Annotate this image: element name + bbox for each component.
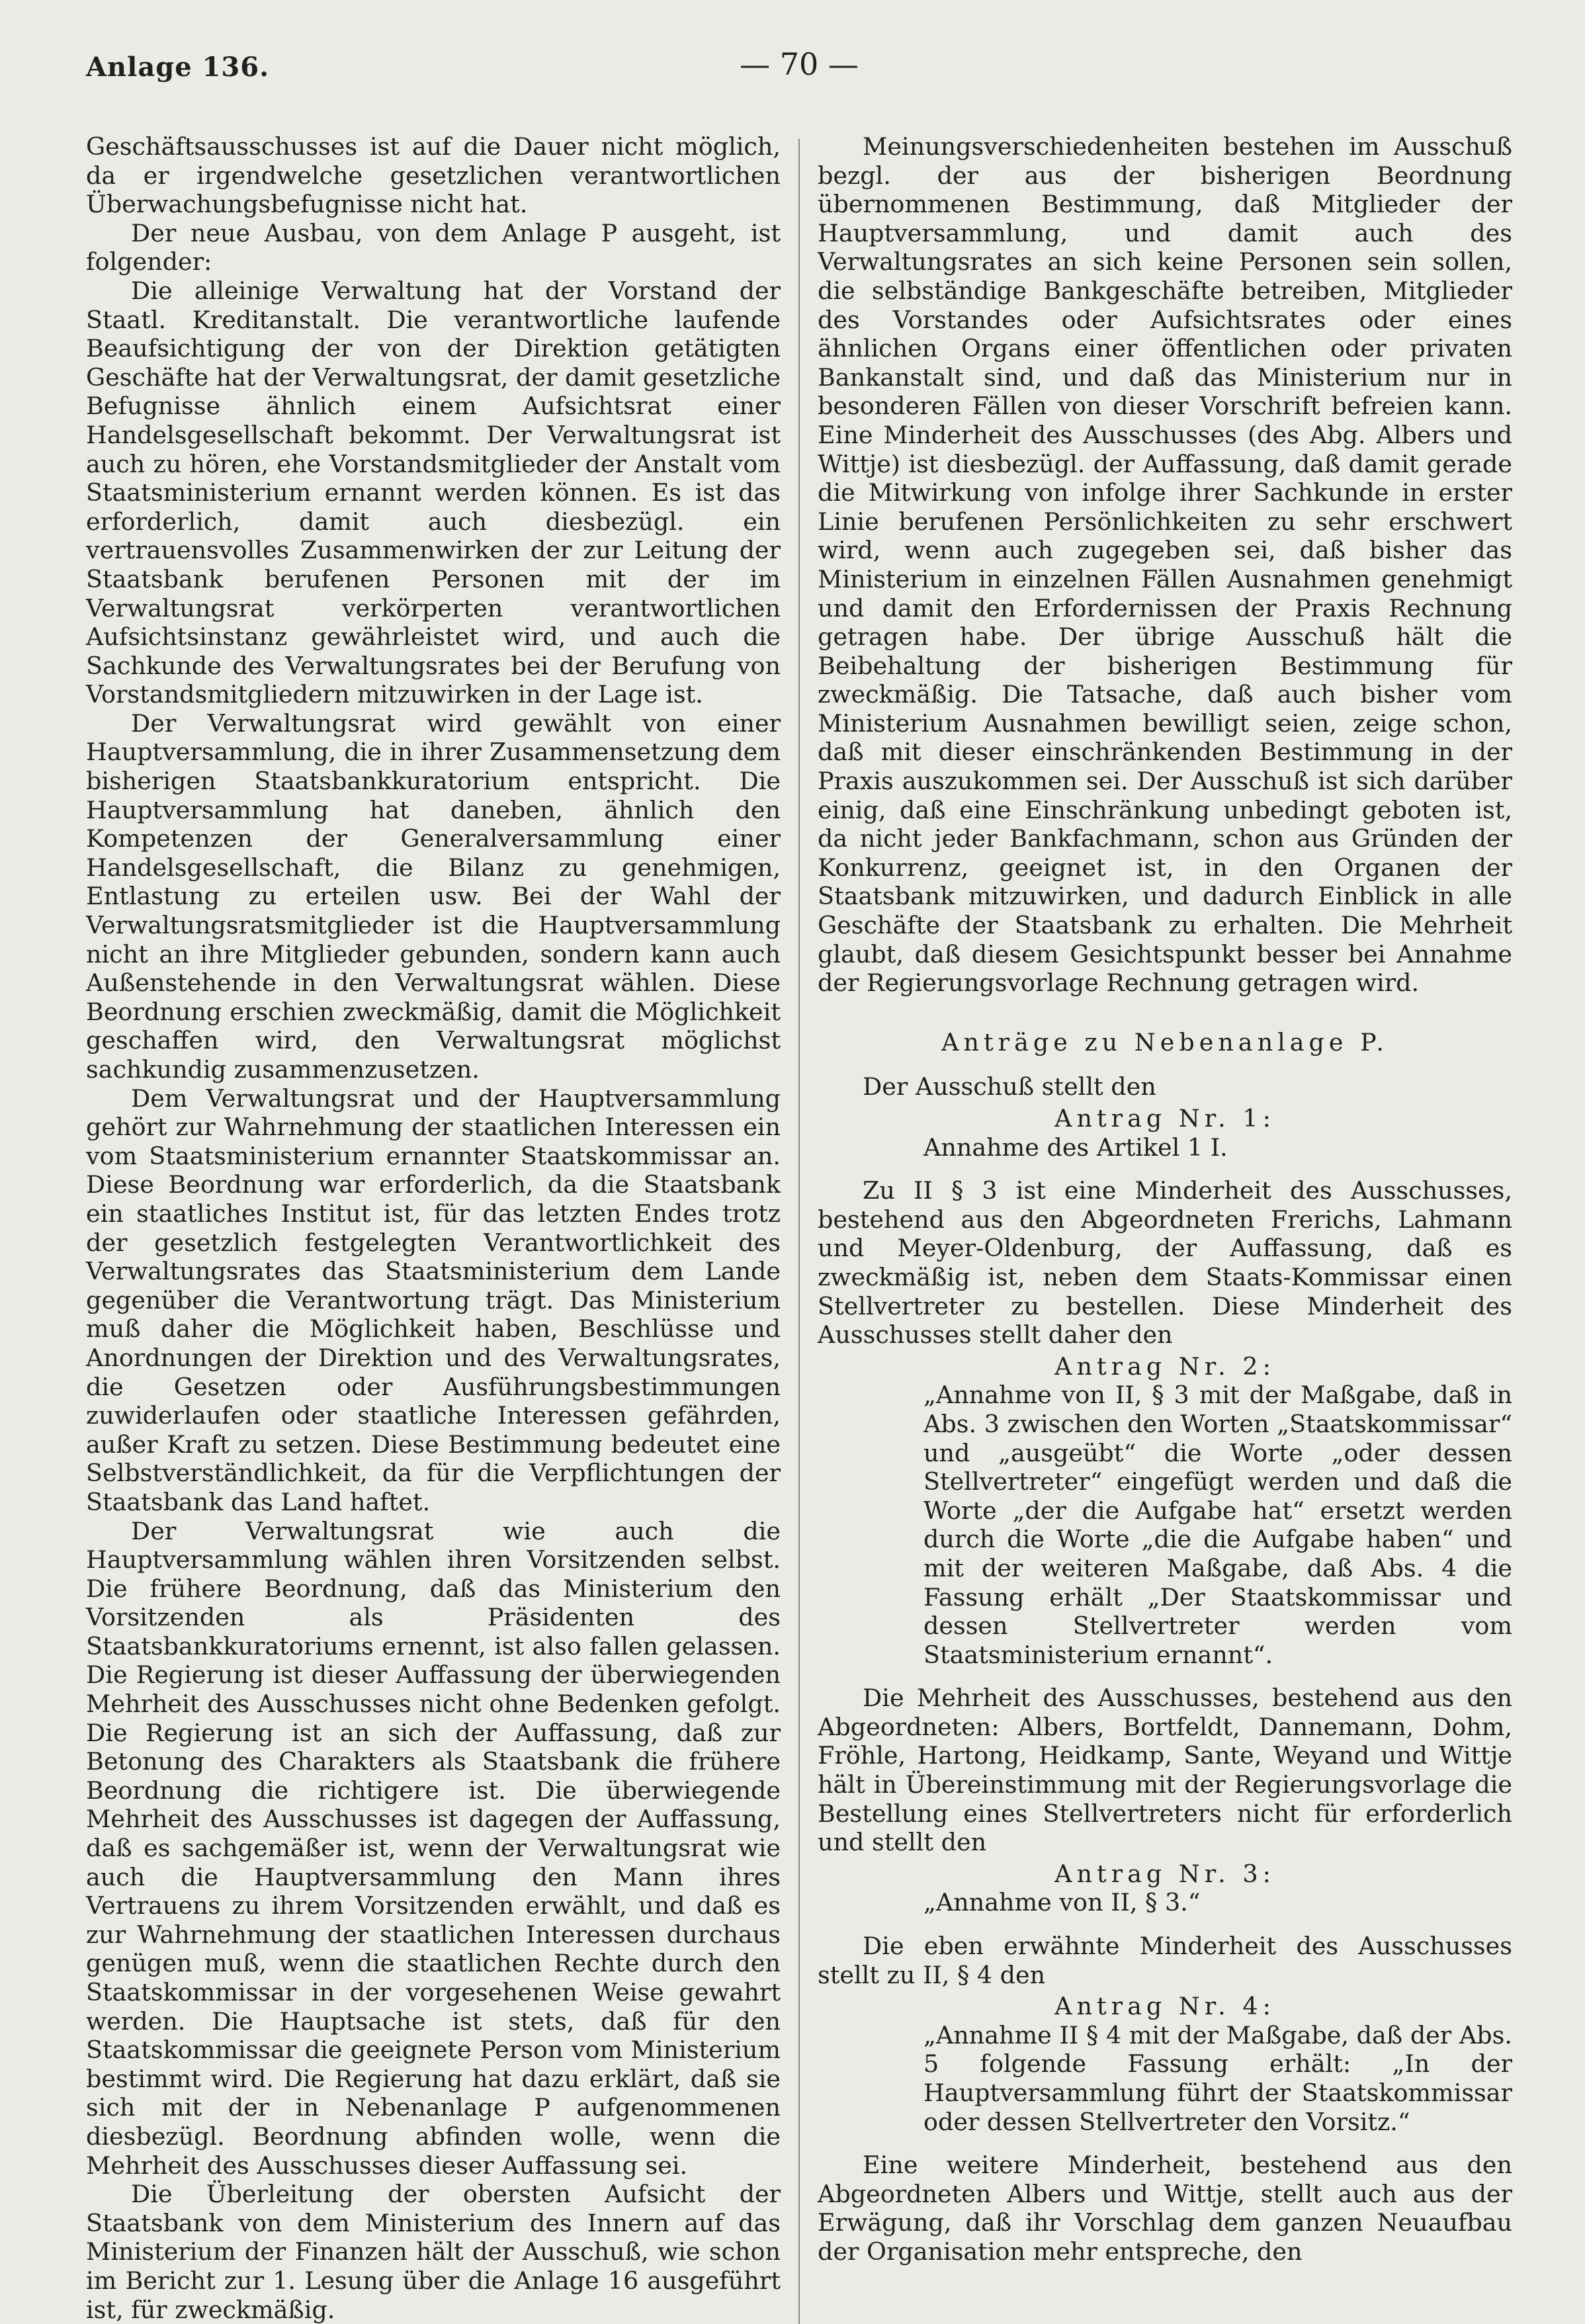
paragraph: Die Mehrheit des Ausschusses, bestehend aus den Abgeordneten: Albers, Bortfeldt, Dannemann, Dohm, Fröhle, Hartong, Heidkamp, Sante, Weyand und Wittje hält in Übereinstimmung mit der Regierungsvorlage die Bestellung eines Stellvertreters nicht für erforderlich und stellt den — [818, 1684, 1512, 1857]
paragraph: Der neue Ausbau, von dem Anlage P ausgeht, ist folgender: — [86, 218, 781, 277]
paragraph: Die alleinige Verwaltung hat der Vorstand der Staatl. Kreditanstalt. Die verantwortliche laufende Beaufsichtigung der von der Direktion getätigten Geschäfte hat der Verwaltungsrat, der damit gesetzliche Befugnisse ähnlich einem Aufsichtsrat einer Handelsgesellschaft bekommt. Der Verwaltungsrat ist auch zu hören, ehe Vorstandsmitglieder der Anstalt vom Staatsministerium ernannt werden können. Es ist das erforderlich, damit auch diesbezügl. ein vertrauensvolles Zusammenwirken der zur Leitung der Staatsbank berufenen Personen mit der im Verwaltungsrat verkörperten verantwortlichen Aufsichtsinstanz gewährleistet wird, und auch die Sachkunde des Verwaltungsrates bei der Berufung von Vorstandsmitgliedern mitzuwirken in der Lage ist. — [86, 276, 781, 709]
appendix-label: Anlage 136. — [86, 52, 269, 83]
paragraph: Eine weitere Minderheit, bestehend aus den Abgeordneten Albers und Wittje, stellt auch aus der Erwägung, daß ihr Vorschlag dem ganzen Neuaufbau der Organisation mehr entspreche, den — [818, 2151, 1512, 2266]
paragraph: Geschäftsausschusses ist auf die Dauer nicht möglich, da er irgendwelche gesetzlichen verantwortlichen Überwachungsbefugnisse nicht hat. — [86, 132, 781, 219]
antrag-text: „Annahme von II, § 3.“ — [923, 1888, 1201, 1917]
section-heading: Anträge zu Nebenanlage P. — [941, 1027, 1389, 1056]
text-columns — [86, 132, 1512, 2324]
paragraph: Zu II § 3 ist eine Minderheit des Ausschusses, bestehend aus den Abgeordneten Frerichs, Lahmann und Meyer-Oldenburg, der Auffassung, daß es zweckmäßig ist, neben dem Staats-Kommissar einen Stellvertreter zu bestellen. Diese Minderheit des Ausschusses stellt daher den — [818, 1176, 1512, 1350]
page-header — [86, 46, 1512, 106]
right-column — [818, 132, 1512, 2324]
paragraph: Der Verwaltungsrat wird gewählt von einer Hauptversammlung, die in ihrer Zusammensetzung dem bisherigen Staatsbankkuratorium entspricht. Die Hauptversammlung hat daneben, ähnlich den Kompetenzen der Generalversammlung einer Handelsgesellschaft, die Bilanz zu genehmigen, Entlastung zu erteilen usw. Bei der Wahl der Verwaltungsratsmitglieder ist die Hauptversammlung nicht an ihre Mitglieder gebunden, sondern kann auch Außenstehende in den Verwaltungsrat wählen. Diese Beordnung erschien zweckmäßig, damit die Möglichkeit geschaffen wird, den Verwaltungsrat möglichst sachkundig zusammenzusetzen. — [86, 709, 781, 1084]
page-number: — 70 — — [740, 46, 859, 82]
paragraph: Die Überleitung der obersten Aufsicht der Staatsbank von dem Ministerium des Innern auf das Ministerium der Finanzen hält der Ausschuß, wie schon im Bericht zur 1. Lesung über die Anlage 16 ausgeführt ist, für zweckmäßig. — [86, 2180, 781, 2324]
column-divider — [798, 139, 800, 2324]
paragraph: Der Ausschuß stellt den — [863, 1072, 1156, 1101]
antrag-title: Antrag Nr. 1: — [1054, 1104, 1275, 1133]
paragraph: Der Verwaltungsrat wie auch die Hauptversammlung wählen ihren Vorsitzenden selbst. Die frühere Beordnung, daß das Ministerium den Vorsitzenden als Präsidenten des Staatsbankkuratoriums ernennt, ist also fallen gelassen. Die Regierung ist dieser Auffassung der überwiegenden Mehrheit des Ausschusses nicht ohne Bedenken gefolgt. Die Regierung ist an sich der Auffassung, daß zur Betonung des Charakters als Staatsbank die frühere Beordnung die richtigere ist. Die überwiegende Mehrheit des Ausschusses ist dagegen der Auffassung, daß es sachgemäßer ist, wenn der Verwaltungsrat wie auch die Hauptversammlung den Mann ihres Vertrauens zu ihrem Vorsitzenden erwählt, und daß es zur Wahrnehmung der staatlichen Interessen durchaus genügen muß, wenn die staatlichen Rechte durch den Staatskommissar in der vorgesehenen Weise gewahrt werden. Die Hauptsache ist stets, daß für den Staatskommissar die geeignete Person vom Ministerium bestimmt wird. Die Regierung hat dazu erklärt, daß sie sich mit der in Nebenanlage P aufgenommenen diesbezügl. Beordnung abfinden wolle, wenn die Mehrheit des Ausschusses dieser Auffassung sei. — [86, 1516, 781, 2180]
antrag-text: Annahme des Artikel 1 I. — [923, 1133, 1228, 1162]
antrag-text: „Annahme von II, § 3 mit der Maßgabe, daß in Abs. 3 zwischen den Worten „Staatskommissar“ und „ausgeübt“ die Worte „oder dessen Stellvertreter“ eingefügt werden und daß die Worte „der die Aufgabe hat“ ersetzt werden durch die Worte „die die Aufgabe haben“ und mit der weiteren Maßgabe, daß Abs. 4 die Fassung erhält „Der Staatskommissar und dessen Stellvertreter werden vom Staatsministerium ernannt“. — [923, 1381, 1512, 1669]
left-column — [86, 132, 781, 2324]
paragraph: Dem Verwaltungsrat und der Hauptversammlung gehört zur Wahrnehmung der staatlichen Interessen ein vom Staatsministerium ernannter Staatskommissar an. Diese Beordnung war erforderlich, da die Staatsbank ein staatliches Institut ist, für das letzten Endes trotz der gesetzlich festgelegten Verantwortlichkeit des Verwaltungsrates das Staatsministerium dem Lande gegenüber die Verantwortung trägt. Das Ministerium muß daher die Möglichkeit haben, Beschlüsse und Anordnungen der Direktion und des Verwaltungsrates, die Gesetzen oder Ausführungsbestimmungen zuwiderlaufen oder staatliche Interessen gefährden, außer Kraft zu setzen. Diese Bestimmung bedeutet eine Selbstverständlichkeit, da für die Verpflichtungen der Staatsbank das Land haftet. — [86, 1084, 781, 1516]
antrag-text: „Annahme II § 4 mit der Maßgabe, daß der Abs. 5 folgende Fassung erhält: „In der Hauptversammlung führt der Staatskommissar oder dessen Stellvertreter den Vorsitz.“ — [923, 2020, 1512, 2136]
antrag-title: Antrag Nr. 4: — [1054, 1992, 1275, 2021]
antrag-title: Antrag Nr. 3: — [1054, 1859, 1275, 1888]
paragraph: Die eben erwähnte Minderheit des Ausschusses stellt zu II, § 4 den — [818, 1932, 1512, 1989]
antrag-title: Antrag Nr. 2: — [1054, 1352, 1275, 1381]
paragraph: Meinungsverschiedenheiten bestehen im Ausschuß bezgl. der aus der bisherigen Beordnung übernommenen Bestimmung, daß Mitglieder der Hauptversammlung, und damit auch des Verwaltungsrates an sich keine Personen sein sollen, die selbständige Bankgeschäfte betreiben, Mitglieder des Vorstandes oder Aufsichtsrates oder eines ähnlichen Organs einer öffentlichen oder privaten Bankanstalt sind, und daß das Ministerium nur in besonderen Fällen von dieser Vorschrift befreien kann. Eine Minderheit des Ausschusses (des Abg. Albers und Wittje) ist diesbezügl. der Auffassung, daß damit gerade die Mitwirkung von infolge ihrer Sachkunde in erster Linie berufenen Persönlichkeiten zu sehr erschwert wird, wenn auch zugegeben sei, daß bisher das Ministerium in einzelnen Fällen Ausnahmen genehmigt und damit den Erfordernissen der Praxis Rechnung getragen habe. Der übrige Ausschuß hält die Beibehaltung der bisherigen Bestimmung für zweckmäßig. Die Tatsache, daß auch bisher vom Ministerium Ausnahmen bewilligt seien, zeige schon, daß mit dieser einschränkenden Bestimmung in der Praxis auszukommen sei. Der Ausschuß ist sich darüber einig, daß eine Einschränkung unbedingt geboten ist, da nicht jeder Bankfachmann, schon aus Gründen der Konkurrenz, geeignet ist, in den Organen der Staatsbank mitzuwirken, und dadurch Einblick in alle Geschäfte der Staatsbank zu erhalten. Die Mehrheit glaubt, daß diesem Gesichtspunkt besser bei Annahme der Regierungsvorlage Rechnung getragen wird. — [818, 132, 1512, 998]
